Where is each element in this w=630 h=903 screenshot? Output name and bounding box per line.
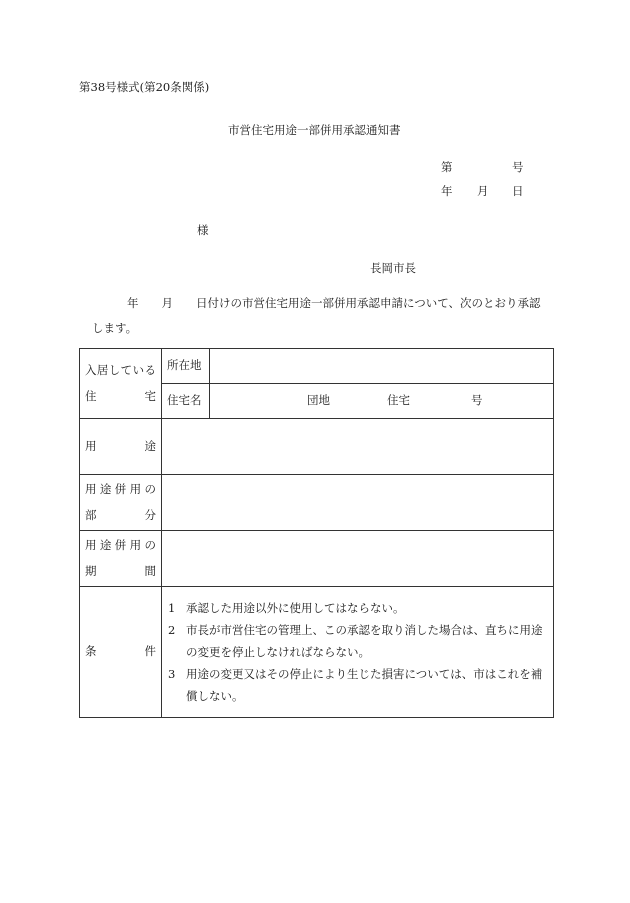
residence-label-line-1: 入 居 し て い る [85, 362, 156, 377]
usage-field[interactable] [162, 419, 554, 475]
condition-item: 3 用途の変更又はその停止により生じた損害については、市はこれを補 償しない。 [168, 667, 543, 703]
conditions-row [80, 587, 554, 718]
building-label: 住宅 [387, 393, 410, 407]
shared-period-label-line-2: 期 間 [85, 564, 156, 578]
shared-part-label-line-1: 用 途 併 用 の [85, 481, 156, 496]
shared-period-label-cell [80, 531, 162, 587]
date-year-label: 年 [441, 184, 453, 198]
conditions-list [162, 587, 554, 718]
house-name-label: 住宅名 [162, 384, 210, 419]
form-number: 第38号様式(第20条関係) [79, 80, 210, 94]
body-text-line-2: します。 [92, 321, 138, 335]
condition-item: 2 市長が市営住宅の管理上、この承認を取り消した場合は、直ちに用途 の変更を停止しなければならない。 [168, 623, 543, 659]
shared-period-field[interactable] [162, 531, 554, 587]
residence-label-cell [80, 349, 162, 419]
complex-label: 団地 [307, 393, 330, 407]
date-day-label: 日 [512, 184, 524, 198]
shared-part-label-cell [80, 475, 162, 531]
usage-row [80, 419, 554, 475]
issuer-name: 長岡市長 [370, 261, 416, 275]
residence-label-line-2: 住 宅 [85, 389, 156, 403]
date-month-label: 月 [477, 184, 489, 198]
usage-label-cell: 用 途 [80, 419, 162, 475]
approval-details-table [79, 348, 554, 718]
location-field[interactable] [210, 349, 554, 384]
addressee-honorific: 様 [197, 223, 209, 237]
house-name-field[interactable] [210, 384, 554, 419]
document-title: 市営住宅用途一部併用承認通知書 [228, 123, 401, 137]
body-text-line-1: 年 月 日付けの市営住宅用途一部併用承認申請について、次のとおり承認 [127, 296, 541, 310]
location-row [80, 349, 554, 384]
shared-period-row [80, 531, 554, 587]
shared-part-field[interactable] [162, 475, 554, 531]
condition-item: 1 承認した用途以外に使用してはならない。 [168, 601, 405, 615]
shared-part-label-line-2: 部 分 [85, 508, 156, 522]
conditions-label-cell: 条 件 [80, 587, 162, 718]
document-number-suffix: 号 [512, 160, 524, 174]
room-number-label: 号 [471, 393, 483, 407]
shared-part-row [80, 475, 554, 531]
shared-period-label-line-1: 用 途 併 用 の [85, 537, 156, 552]
location-label: 所在地 [162, 349, 210, 384]
document-number-label: 第 [441, 160, 453, 174]
